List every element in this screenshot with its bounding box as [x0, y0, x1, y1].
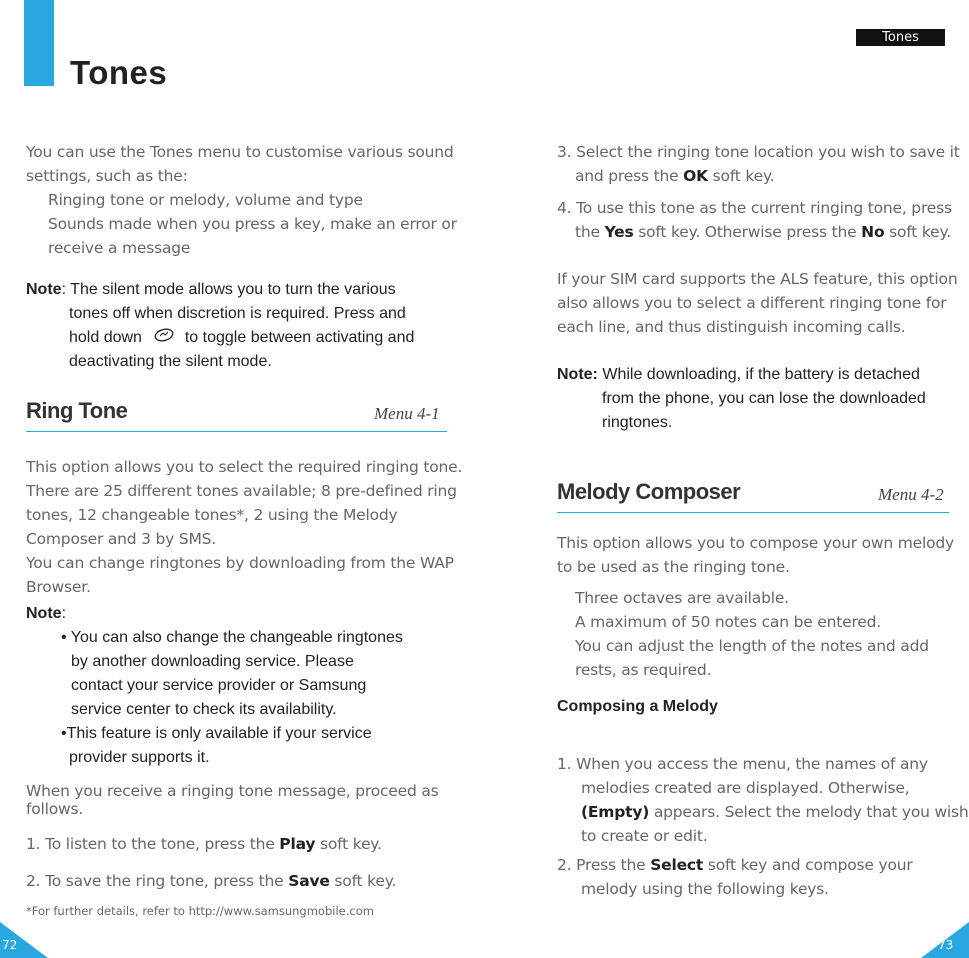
subheading-composing: Composing a Melody: [557, 698, 718, 715]
ring-tone-description: This option allows you to select the required ringing tone. There are 25 different tones available; 8 pre-defined ring tones, 12 changeable tones*, 2 using the Melody Composer and 3 by SMS. You can change ringtones by downloading from the WAP Browser.: [26, 458, 463, 596]
menu-reference: Menu 4-2: [878, 485, 944, 504]
note-silent-mode: Note: The silent mode allows you to turn the various tones off when discretion is required. Press and hold down to toggle between activating and deactivating the silent mode.: [26, 281, 415, 370]
step-4: 4. To use this tone as the current ringing tone, press the Yes soft key. Otherwise press the No soft key.: [557, 199, 952, 241]
melody-description: This option allows you to compose your own melody to be used as the ringing tone.: [557, 534, 954, 576]
section-title-melody-composer: Melody Composer: [557, 479, 741, 504]
page-number-left: 72: [2, 938, 18, 952]
phone-key-icon: [154, 326, 174, 350]
section-tab: Tones: [856, 29, 945, 46]
intro-text: You can use the Tones menu to customise various sound settings, such as the: Ringing tone or melody, volume and type Sounds made when you press a key, make an error or receive a message: [26, 143, 457, 257]
title-accent-bar: [24, 0, 54, 86]
page-title: Tones: [70, 54, 168, 91]
section-divider: [26, 431, 447, 432]
als-paragraph: If your SIM card supports the ALS feature, this option also allows you to select a different ringing tone for each line, and thus distinguish incoming calls.: [557, 270, 958, 336]
note-ring-tone: Note: • You can also change the changeable ringtones by another downloading service. Please contact your service provider or Samsung service center to check its availability. •This feature is only available if your service provider supports it.: [26, 605, 403, 766]
ring-tone-step-2: 2. To save the ring tone, press the Save soft key.: [26, 872, 397, 890]
section-divider: [557, 512, 949, 513]
note-downloading: Note: While downloading, if the battery is detached from the phone, you can lose the downloaded ringtones.: [557, 366, 926, 431]
menu-reference: Menu 4-1: [374, 404, 440, 423]
ring-tone-after: When you receive a ringing tone message, proceed as follows.: [26, 782, 439, 818]
ring-tone-step-1: 1. To listen to the tone, press the Play soft key.: [26, 835, 382, 853]
section-title-ring-tone: Ring Tone: [26, 398, 128, 423]
composing-step-2: 2. Press the Select soft key and compose your melody using the following keys.: [557, 856, 913, 898]
melody-features: Three octaves are available. A maximum of 50 notes can be entered. You can adjust the length of the notes and add rests, as required.: [575, 589, 929, 679]
footnote: *For further details, refer to http://www.samsungmobile.com: [26, 904, 374, 918]
step-3: 3. Select the ringing tone location you wish to save it and press the OK soft key.: [557, 143, 960, 185]
composing-step-1: 1. When you access the menu, the names of any melodies created are displayed. Otherwise, (Empty) appears. Select the melody that you wish to create or edit.: [557, 755, 969, 845]
page-number-right: 73: [938, 938, 954, 952]
